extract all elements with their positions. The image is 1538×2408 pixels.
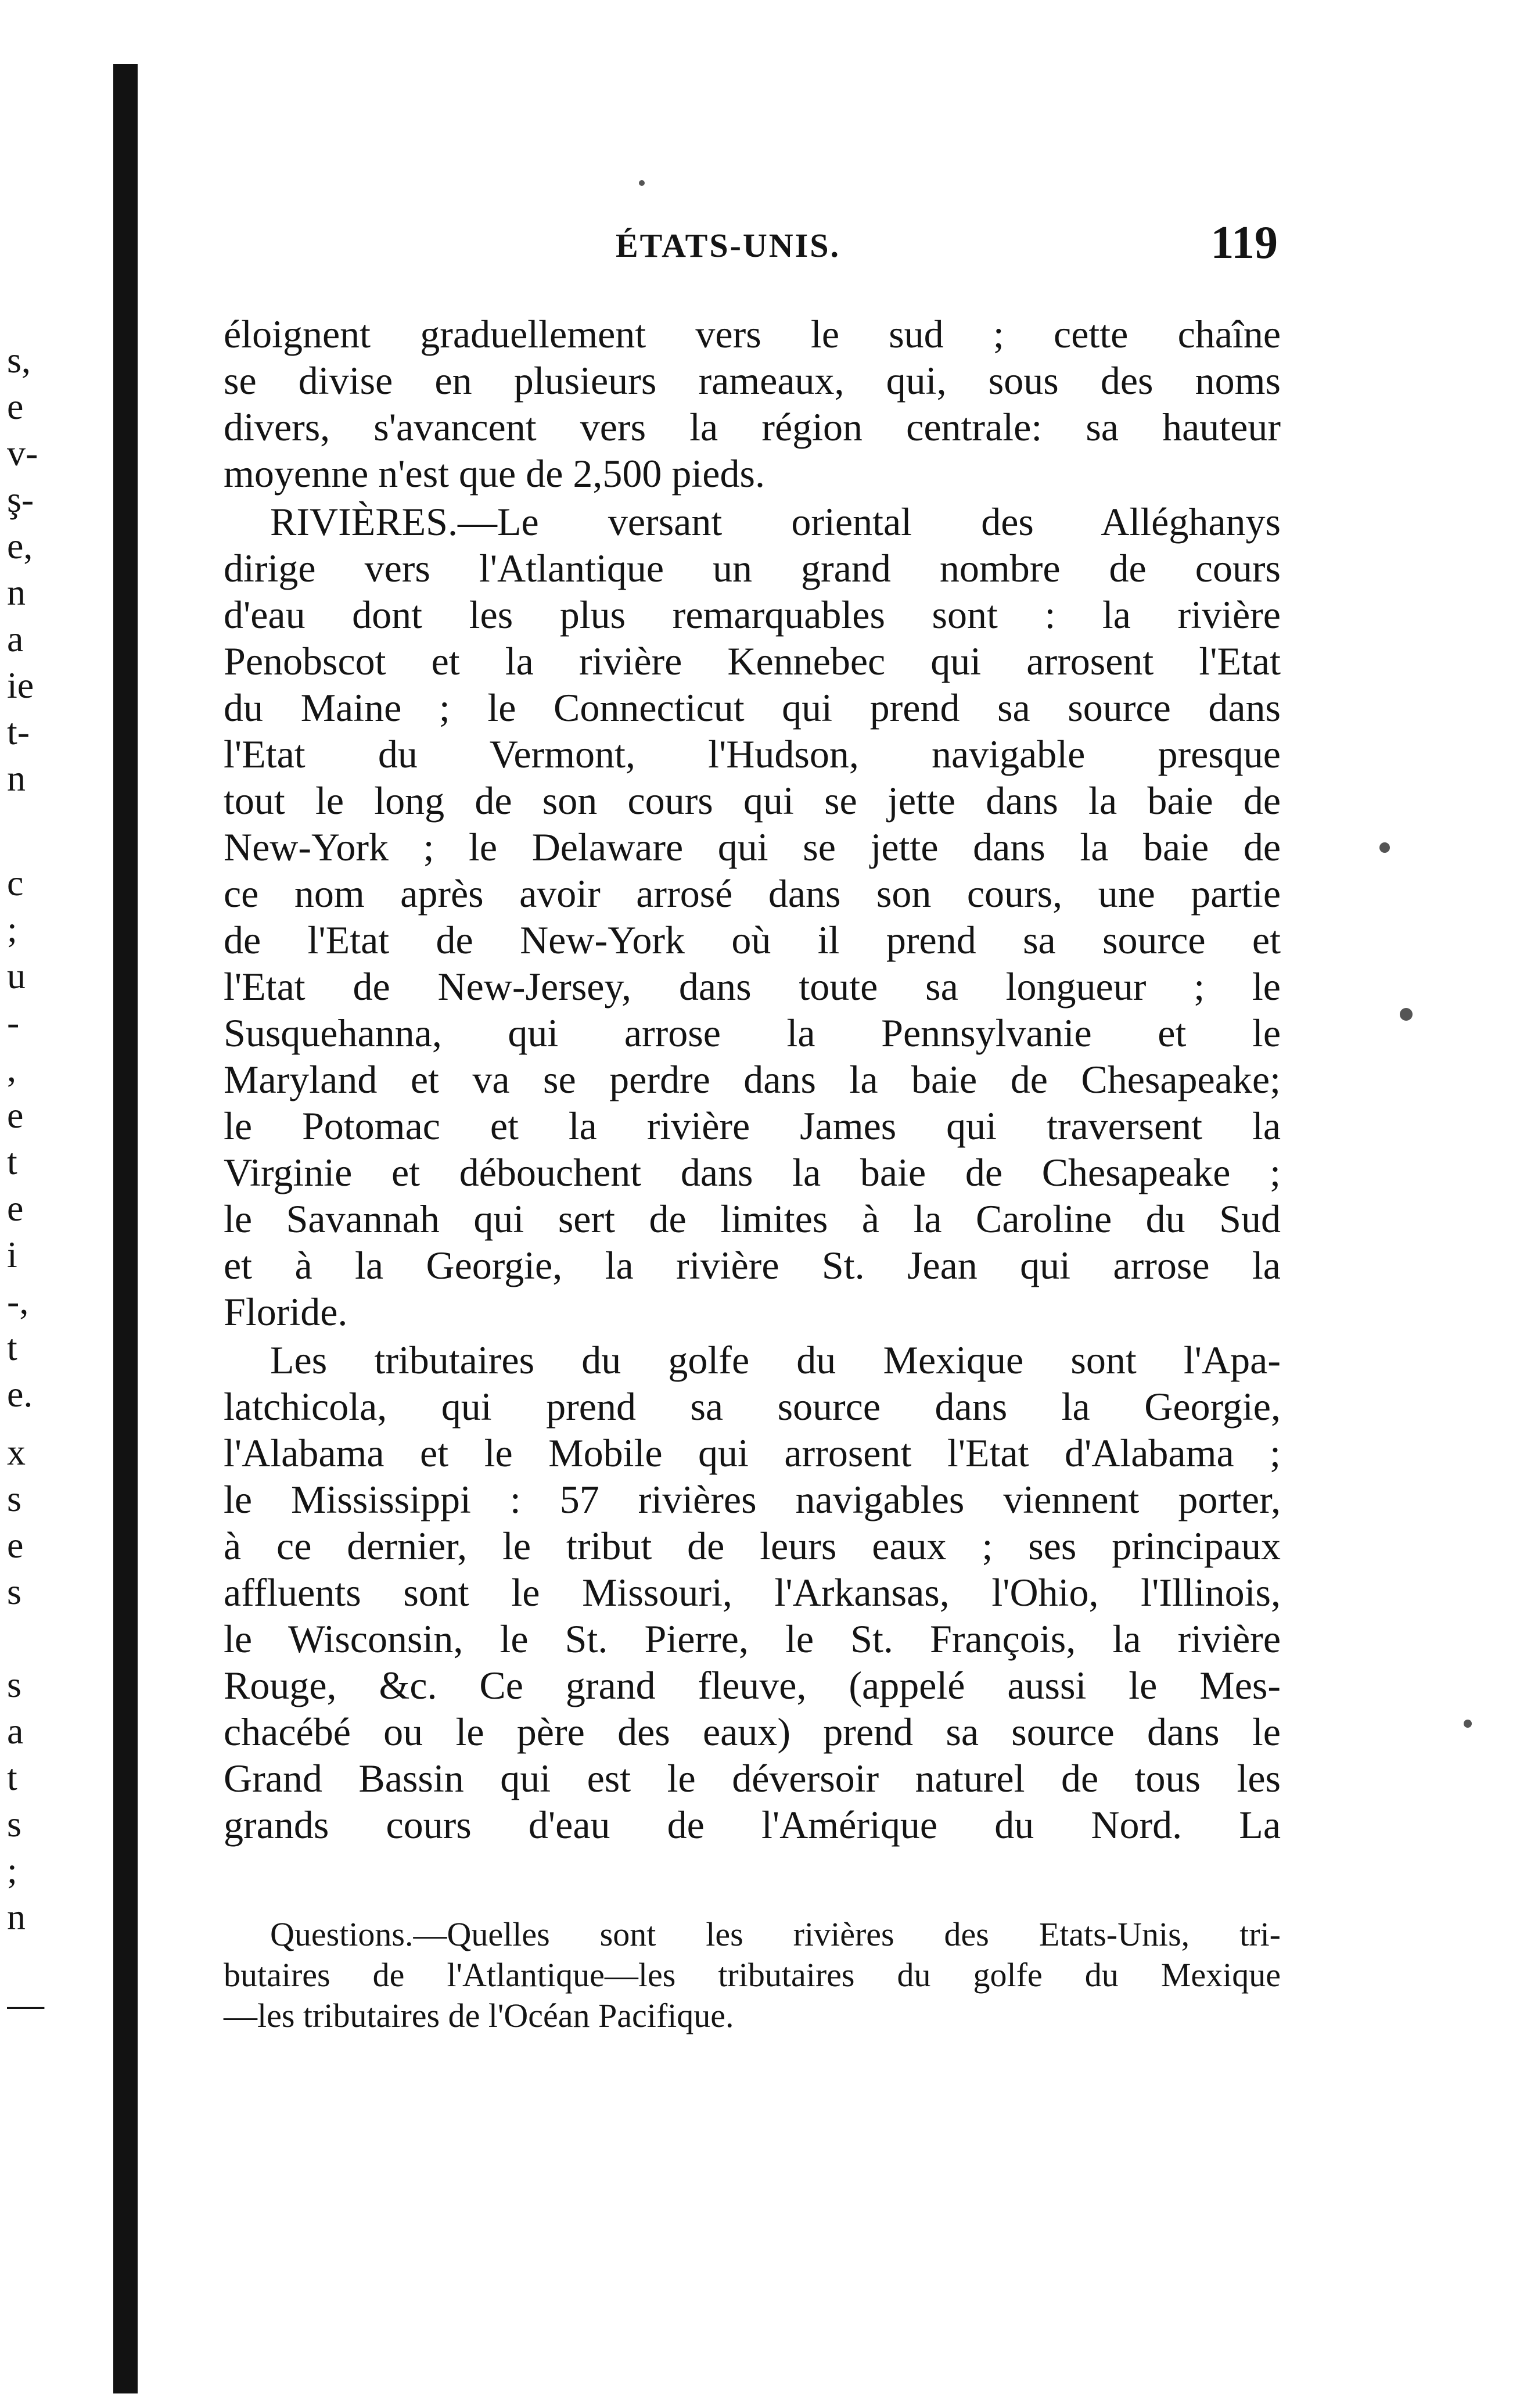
margin-fragment: u: [7, 955, 26, 996]
body-line: d'eau dont les plus remarquables sont : la rivière: [224, 593, 1281, 637]
body-line: l'Alabama et le Mobile qui arrosent l'Etat d'Alabama ;: [224, 1431, 1281, 1475]
margin-fragment: e: [7, 1187, 24, 1229]
body-line: Rouge, &c. Ce grand fleuve, (appelé aussi le Mes-: [224, 1663, 1281, 1707]
margin-fragment: ş-: [7, 479, 34, 520]
body-line: et à la Georgie, la rivière St. Jean qui arrose la: [224, 1243, 1281, 1287]
body-line: tout le long de son cours qui se jette dans la baie de: [224, 778, 1281, 823]
body-line: Maryland et va se perdre dans la baie de Chesapeake;: [224, 1057, 1281, 1101]
margin-fragment: t: [7, 1757, 17, 1798]
margin-fragment: e: [7, 386, 24, 427]
footnote-line: butaires de l'Atlantique—les tributaires du golfe du Mexique: [224, 1956, 1281, 1994]
study-questions-footnote: [224, 1914, 1281, 2036]
body-line: grands cours d'eau de l'Amérique du Nord. La: [224, 1803, 1281, 1847]
body-line: New-York ; le Delaware qui se jette dans la baie de: [224, 825, 1281, 869]
page-header: [221, 212, 1301, 276]
footnote-line: Questions.—Quelles sont les rivières des Etats-Unis, tri-: [270, 1915, 1281, 1953]
body-line: latchicola, qui prend sa source dans la Georgie,: [224, 1384, 1281, 1429]
margin-fragment: v-: [7, 432, 38, 473]
body-line: le Potomac et la rivière James qui traversent la: [224, 1104, 1281, 1148]
body-line: moyenne n'est que de 2,500 pieds.: [224, 451, 765, 496]
body-line: le Wisconsin, le St. Pierre, le St. François, la rivière: [224, 1617, 1281, 1661]
margin-fragment: n: [7, 1896, 26, 1937]
margin-fragment: t: [7, 1141, 17, 1182]
margin-fragment: a: [7, 1710, 24, 1752]
body-line: l'Etat de New-Jersey, dans toute sa longueur ; le: [224, 964, 1281, 1009]
body-line: Floride.: [224, 1290, 348, 1334]
facing-page-fragments: [7, 337, 71, 2080]
margin-fragment: a: [7, 618, 24, 659]
page-number: 119: [1210, 217, 1278, 268]
body-text: [224, 311, 1281, 1848]
margin-fragment: —: [7, 1983, 44, 2025]
margin-fragment: ;: [7, 909, 17, 950]
body-line: éloignent graduellement vers le sud ; cette chaîne: [224, 312, 1281, 356]
margin-fragment: -: [7, 1002, 20, 1043]
body-line: Susquehanna, qui arrose la Pennsylvanie et le: [224, 1011, 1281, 1055]
margin-fragment: ;: [7, 1850, 17, 1891]
body-line: Les tributaires du golfe du Mexique sont l'Apa-: [270, 1338, 1281, 1382]
margin-fragment: t: [7, 1327, 17, 1368]
margin-fragment: e,: [7, 525, 33, 566]
running-head: ÉTATS-UNIS.: [616, 227, 841, 264]
body-line: Virginie et débouchent dans la baie de Chesapeake ;: [224, 1150, 1281, 1194]
margin-fragment: e: [7, 1094, 24, 1136]
body-line: Grand Bassin qui est le déversoir naturel de tous les: [224, 1756, 1281, 1800]
body-line: le Savannah qui sert de limites à la Caroline du Sud: [224, 1197, 1281, 1241]
ink-speck: [1400, 1008, 1413, 1021]
margin-fragment: n: [7, 758, 26, 799]
body-line: chacébé ou le père des eaux) prend sa source dans le: [224, 1710, 1281, 1754]
body-line: ce nom après avoir arrosé dans son cours, une partie: [224, 871, 1281, 916]
ink-speck: [639, 180, 645, 186]
ink-speck: [1379, 842, 1390, 853]
body-line: de l'Etat de New-York où il prend sa source et: [224, 918, 1281, 962]
margin-fragment: s: [7, 1478, 21, 1519]
margin-fragment: s: [7, 1664, 21, 1705]
margin-fragment: n: [7, 572, 26, 613]
margin-fragment: s: [7, 1803, 21, 1844]
margin-fragment: -,: [7, 1280, 29, 1322]
body-line: le Mississippi : 57 rivières navigables viennent porter,: [224, 1477, 1281, 1521]
book-spine-shadow: [113, 64, 138, 2393]
body-line: divers, s'avancent vers la région centrale: sa hauteur: [224, 405, 1281, 449]
body-line: l'Etat du Vermont, l'Hudson, navigable presque: [224, 732, 1281, 776]
margin-fragment: t-: [7, 711, 30, 752]
margin-fragment: e: [7, 1524, 24, 1566]
margin-fragment: ie: [7, 665, 34, 706]
body-line: du Maine ; le Connecticut qui prend sa source dans: [224, 686, 1281, 730]
margin-fragment: e.: [7, 1373, 33, 1415]
margin-fragment: x: [7, 1431, 26, 1473]
body-line: se divise en plusieurs rameaux, qui, sous des noms: [224, 358, 1281, 403]
body-line: dirige vers l'Atlantique un grand nombre de cours: [224, 546, 1281, 590]
margin-fragment: s: [7, 1571, 21, 1612]
body-line: Penobscot et la rivière Kennebec qui arrosent l'Etat: [224, 639, 1281, 683]
body-line: affluents sont le Missouri, l'Arkansas, l'Ohio, l'Illinois,: [224, 1570, 1281, 1614]
body-line: RIVIÈRES.—Le versant oriental des Alléghanys: [270, 500, 1281, 544]
margin-fragment: s,: [7, 339, 31, 381]
margin-fragment: ,: [7, 1048, 16, 1089]
footnote-line: —les tributaires de l'Océan Pacifique.: [224, 1997, 734, 2034]
body-line: à ce dernier, le tribut de leurs eaux ; ses principaux: [224, 1524, 1281, 1568]
ink-speck: [1464, 1720, 1472, 1728]
margin-fragment: c: [7, 862, 24, 903]
margin-fragment: i: [7, 1234, 17, 1275]
